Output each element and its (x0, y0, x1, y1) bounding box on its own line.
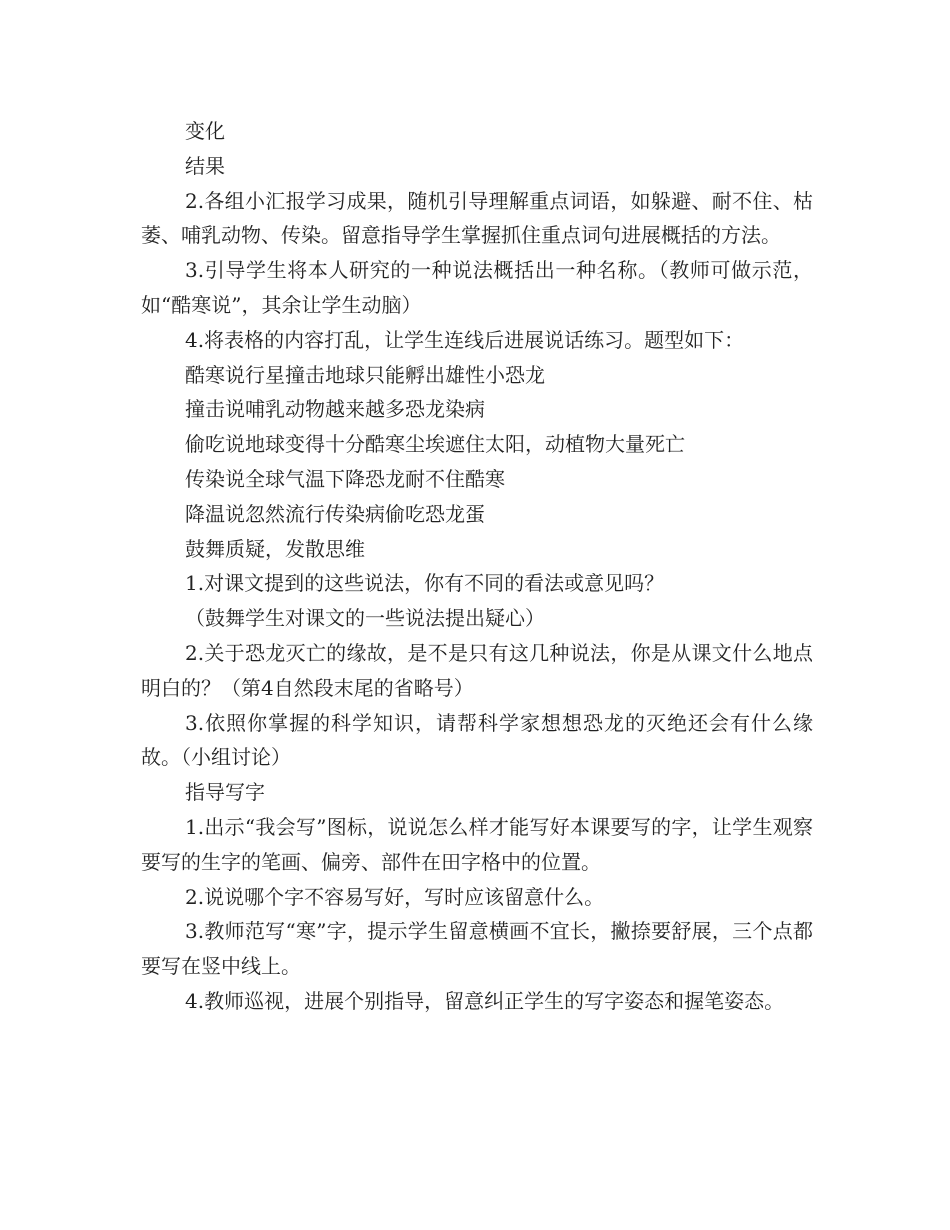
section-heading-questioning: 鼓舞质疑，发散思维 (185, 536, 365, 561)
document-body (141, 114, 813, 1019)
paragraph-writing-3: 3.教师范写“寒”字，提示学生留意横画不宜长，撇捺要舒展，三个点都要写在竖中线上。 (141, 919, 813, 979)
section-heading-writing: 指导写字 (185, 780, 265, 805)
paragraph-group-report: 2.各组小汇报学习成果，随机引导理解重点词语，如躲避、耐不住、枯萎、哺乳动物、传染。留意指导学生掌握抓住重点词句进展概括的方法。 (141, 188, 813, 248)
paragraph-writing-2: 2.说说哪个字不容易写好，写时应该留意什么。 (185, 884, 605, 909)
paragraph-matching-exercise: 4.将表格的内容打乱，让学生连线后进展说话练习。题型如下： (185, 327, 745, 352)
exercise-line: 撞击说哺乳动物越来越多恐龙染病 (185, 397, 485, 422)
exercise-line: 传染说全球气温下降恐龙耐不住酷寒 (185, 466, 505, 491)
exercise-line: 降温说忽然流行传染病偷吃恐龙蛋 (185, 501, 485, 526)
paragraph-writing-4: 4.教师巡视，进展个别指导，留意纠正学生的写字姿态和握笔姿态。 (185, 988, 785, 1013)
paragraph-question-3: 3.依照你掌握的科学知识，请帮科学家想想恐龙的灭绝还会有什么缘故。（小组讨论） (141, 710, 813, 770)
paragraph-question-2: 2.关于恐龙灭亡的缘故，是不是只有这几种说法，你是从课文什么地点明白的？（第4自然段末尾的省略号） (141, 640, 813, 700)
paragraph-question-1: 1.对课文提到的这些说法，你有不同的看法或意见吗？ (185, 571, 665, 596)
exercise-line: 酷寒说行星撞击地球只能孵出雄性小恐龙 (185, 362, 545, 387)
paragraph-change: 变化 (185, 119, 225, 143)
paragraph-writing-1: 1.出示“我会写”图标，说说怎么样才能写好本课要写的字，让学生观察要写的生字的笔画、偏旁、部件在田字格中的位置。 (141, 814, 813, 874)
paragraph-result: 结果 (185, 153, 225, 178)
paragraph-summarize-name: 3.引导学生将本人研究的一种说法概括出一种名称。（教师可做示范，如“酷寒说”，其余让学生动脑） (141, 258, 813, 317)
exercise-line: 偷吃说地球变得十分酷寒尘埃遮住太阳，动植物大量死亡 (185, 432, 685, 457)
paragraph-note: （鼓舞学生对课文的一些说法提出疑心） (185, 606, 545, 631)
